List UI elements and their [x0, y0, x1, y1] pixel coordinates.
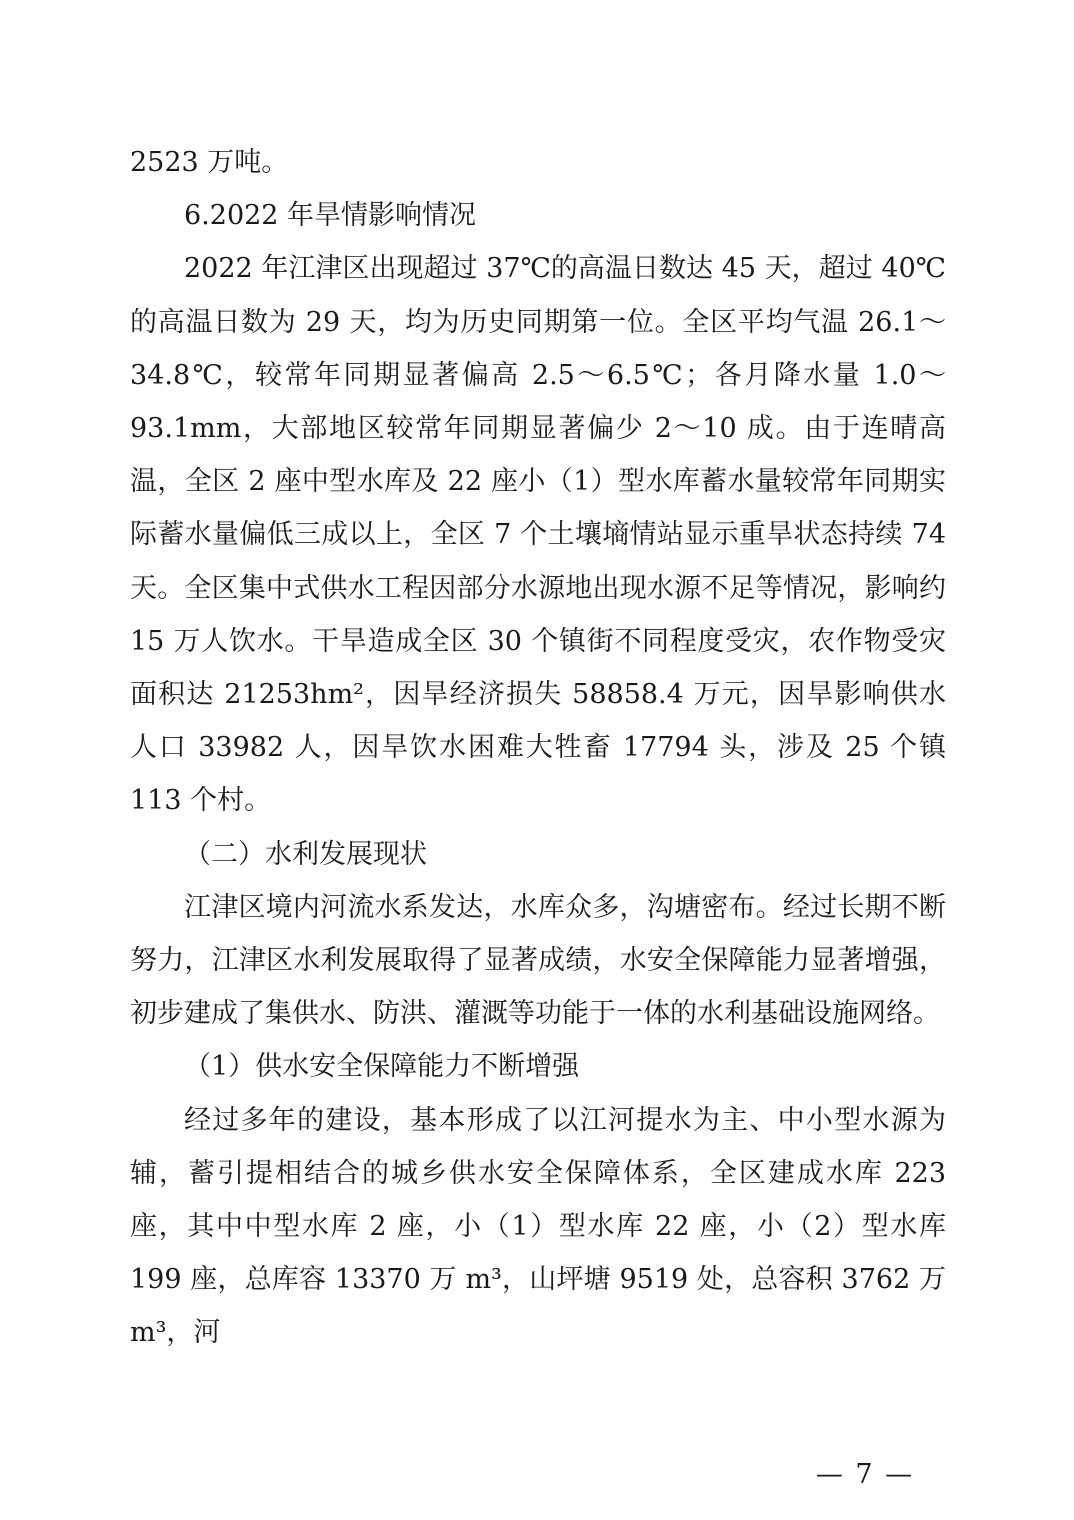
paragraph-water-supply: 经过多年的建设，基本形成了以江河提水为主、中小型水源为辅，蓄引提相结合的城乡供水安全保障体系，全区建成水库 223 座，其中中型水库 2 座，小（1）型水库 22 座，小（2）型水库 199 座，总库容 13370 万 m³，山坪塘 9519 处，总容积 3762 万 m³，河 [130, 1104, 946, 1349]
document-body [130, 136, 946, 1360]
paragraph-water-overview: 江津区境内河流水系发达，水库众多，沟塘密布。经过长期不断努力，江津区水利发展取得了显著成绩，水安全保障能力显著增强，初步建成了集供水、防洪、灌溉等功能于一体的水利基础设施网络。 [130, 891, 946, 1030]
section-heading-water-supply: （1）供水安全保障能力不断增强 [184, 1051, 580, 1083]
section-heading-drought-2022: 6.2022 年旱情影响情况 [184, 200, 477, 232]
paragraph-continuation: 2523 万吨。 [130, 147, 289, 178]
section-heading-water-status: （二）水利发展现状 [184, 838, 427, 870]
paragraph-drought-details: 2022 年江津区出现超过 37℃的高温日数达 45 天，超过 40℃的高温日数为 29 天，均为历史同期第一位。全区平均气温 26.1～34.8℃，较常年同期显著偏高 2.5～6.5℃；各月降水量 1.0～93.1mm，大部地区较常年同期显著偏少 2～10 成。由于连晴高温，全区 2 座中型水库及 22 座小（1）型水库蓄水量较常年同期实际蓄水量偏低三成以上，全区 7 个土壤墒情站显示重旱状态持续 74 天。全区集中式供水工程因部分水源地出现水源不足等情况，影响约 15 万人饮水。干旱造成全区 30 个镇街不同程度受灾，农作物受灾面积达 21253hm²，因旱经济损失 58858.4 万元，因旱影响供水人口 33982 人，因旱饮水困难大牲畜 17794 头，涉及 25 个镇 113 个村。 [130, 253, 946, 817]
page-number: — 7 — [815, 1459, 915, 1490]
